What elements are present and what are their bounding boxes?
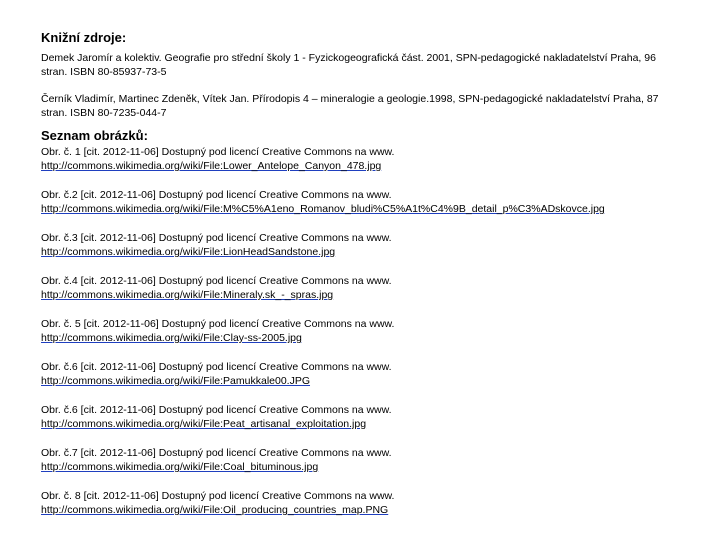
image-caption: Obr. č.7 [cit. 2012-11-06] Dostupný pod licencí Creative Commons na www. xyxy=(41,447,392,459)
image-citation xyxy=(41,403,701,431)
image-source-link[interactable]: http://commons.wikimedia.org/wiki/File:M%C5%A1eno_Romanov_bludi%C5%A1t%C4%9B_detail_p%C3%ADskovce.jpg xyxy=(41,203,605,215)
book-citation xyxy=(41,51,701,79)
image-caption: Obr. č.2 [cit. 2012-11-06] Dostupný pod licencí Creative Commons na www. xyxy=(41,189,392,201)
image-source-link[interactable]: http://commons.wikimedia.org/wiki/File:Oil_producing_countries_map.PNG xyxy=(41,504,389,516)
image-source-link[interactable]: http://commons.wikimedia.org/wiki/File:Coal_bituminous.jpg xyxy=(41,461,319,473)
image-source-link[interactable]: http://commons.wikimedia.org/wiki/File:Pamukkale00.JPG xyxy=(41,375,311,387)
image-source-link[interactable]: http://commons.wikimedia.org/wiki/File:LionHeadSandstone.jpg xyxy=(41,246,336,258)
image-caption: Obr. č. 5 [cit. 2012-11-06] Dostupný pod licencí Creative Commons na www. xyxy=(41,318,395,330)
image-citation xyxy=(41,231,701,259)
book-citation-line: Demek Jaromír a kolektiv. Geografie pro střední školy 1 - Fyzickogeografická část. 2001, SPN-pedagogické nakladatelství Praha, 96 xyxy=(41,52,656,64)
image-caption: Obr. č.6 [cit. 2012-11-06] Dostupný pod licencí Creative Commons na www. xyxy=(41,361,392,373)
image-caption: Obr. č. 8 [cit. 2012-11-06] Dostupný pod licencí Creative Commons na www. xyxy=(41,490,395,502)
book-citation-line: Černík Vladimír, Martinec Zdeněk, Vítek Jan. Přírodopis 4 – mineralogie a geologie.1998, SPN-pedagogické nakladatelství Praha, 87 xyxy=(41,93,659,105)
book-sources-heading: Knižní zdroje: xyxy=(41,30,127,45)
document-page xyxy=(41,30,701,517)
image-caption: Obr. č.6 [cit. 2012-11-06] Dostupný pod licencí Creative Commons na www. xyxy=(41,404,392,416)
image-citation xyxy=(41,188,701,216)
image-caption: Obr. č. 1 [cit. 2012-11-06] Dostupný pod licencí Creative Commons na www. xyxy=(41,146,395,158)
image-source-link[interactable]: http://commons.wikimedia.org/wiki/File:Lower_Antelope_Canyon_478.jpg xyxy=(41,160,382,172)
image-citation xyxy=(41,145,701,173)
book-citation-line: stran. ISBN 80-85937-73-5 xyxy=(41,66,167,78)
image-source-link[interactable]: http://commons.wikimedia.org/wiki/File:Clay-ss-2005.jpg xyxy=(41,332,302,344)
image-sources-list xyxy=(41,145,701,517)
image-source-link[interactable]: http://commons.wikimedia.org/wiki/File:Peat_artisanal_exploitation.jpg xyxy=(41,418,367,430)
book-citation xyxy=(41,92,701,120)
image-citation xyxy=(41,317,701,345)
image-caption: Obr. č.4 [cit. 2012-11-06] Dostupný pod licencí Creative Commons na www. xyxy=(41,275,392,287)
image-citation xyxy=(41,489,701,517)
image-citation xyxy=(41,274,701,302)
book-citation-line: stran. ISBN 80-7235-044-7 xyxy=(41,107,167,119)
image-citation xyxy=(41,446,701,474)
image-source-link[interactable]: http://commons.wikimedia.org/wiki/File:Mineraly.sk_-_spras.jpg xyxy=(41,289,334,301)
image-list-heading: Seznam obrázků: xyxy=(41,128,148,143)
image-caption: Obr. č.3 [cit. 2012-11-06] Dostupný pod licencí Creative Commons na www. xyxy=(41,232,392,244)
book-sources-list xyxy=(41,51,701,120)
image-citation xyxy=(41,360,701,388)
